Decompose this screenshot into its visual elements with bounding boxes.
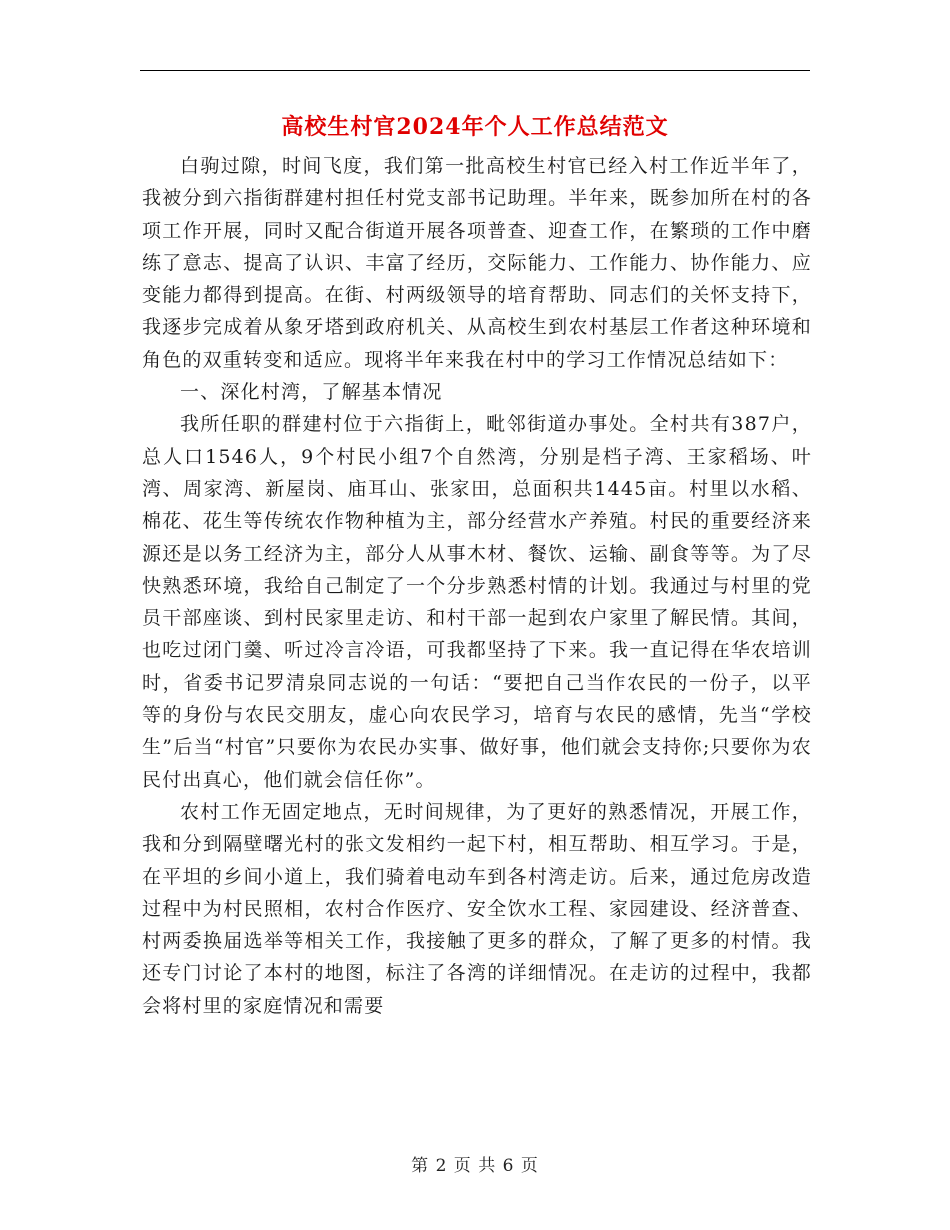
paragraph-fieldwork: 农村工作无固定地点，无时间规律，为了更好的熟悉情况，开展工作，我和分到隔壁曙光村的张文发相约一起下村，相互帮助、相互学习。于是，在平坦的乡间小道上，我们骑着电动车到各村湾走访。后来，通过危房改造过程中为村民照相，农村合作医疗、安全饮水工程、家园建设、经济普查、村两委换届选举等相关工作，我接触了更多的群众，了解了更多的村情。我还专门讨论了本村的地图，标注了各湾的详细情况。在走访的过程中，我都会将村里的家庭情况和需要 xyxy=(142,800,812,1017)
section-heading-1: 一、深化村湾，了解基本情况 xyxy=(180,381,443,404)
document-title: 高校生村官2024年个人工作总结范文 xyxy=(281,114,669,140)
page-number: 第 2 页 共 6 页 xyxy=(411,1156,539,1176)
paragraph-village-info: 我所任职的群建村位于六指街上，毗邻街道办事处。全村共有387户，总人口1546人，9个村民小组7个自然湾，分别是档子湾、王家稻场、叶湾、周家湾、新屋岗、庙耳山、张家田，总面积共1445亩。村里以水稻、棉花、花生等传统农作物种植为主，部分经营水产养殖。村民的重要经济来源还是以务工经济为主，部分人从事木材、餐饮、运输、副食等等。为了尽快熟悉环境，我给自己制定了一个分步熟悉村情的计划。我通过与村里的党员干部座谈、到村民家里走访、和村干部一起到农户家里了解民情。其间，也吃过闭门羹、听过冷言冷语，可我都坚持了下来。我一直记得在华农培训时，省委书记罗清泉同志说的一句话：“要把自己当作农民的一份子，以平等的身份与农民交朋友，虚心向农民学习，培育与农民的感情，先当“学校生”后当“村官”只要你为农民办实事、做好事，他们就会支持你;只要你为农民付出真心，他们就会信任你”。 xyxy=(142,413,812,791)
document-body xyxy=(142,150,812,1022)
header-rule xyxy=(140,70,810,71)
paragraph-intro: 白驹过隙，时间飞度，我们第一批高校生村官已经入村工作近半年了，我被分到六指街群建村担任村党支部书记助理。半年来，既参加所在村的各项工作开展，同时又配合街道开展各项普查、迎查工作，在繁琐的工作中磨练了意志、提高了认识、丰富了经历，交际能力、工作能力、协作能力、应变能力都得到提高。在街、村两级领导的培育帮助、同志们的关怀支持下，我逐步完成着从象牙塔到政府机关、从高校生到农村基层工作者这种环境和角色的双重转变和适应。现将半年来我在村中的学习工作情况总结如下： xyxy=(142,155,812,371)
